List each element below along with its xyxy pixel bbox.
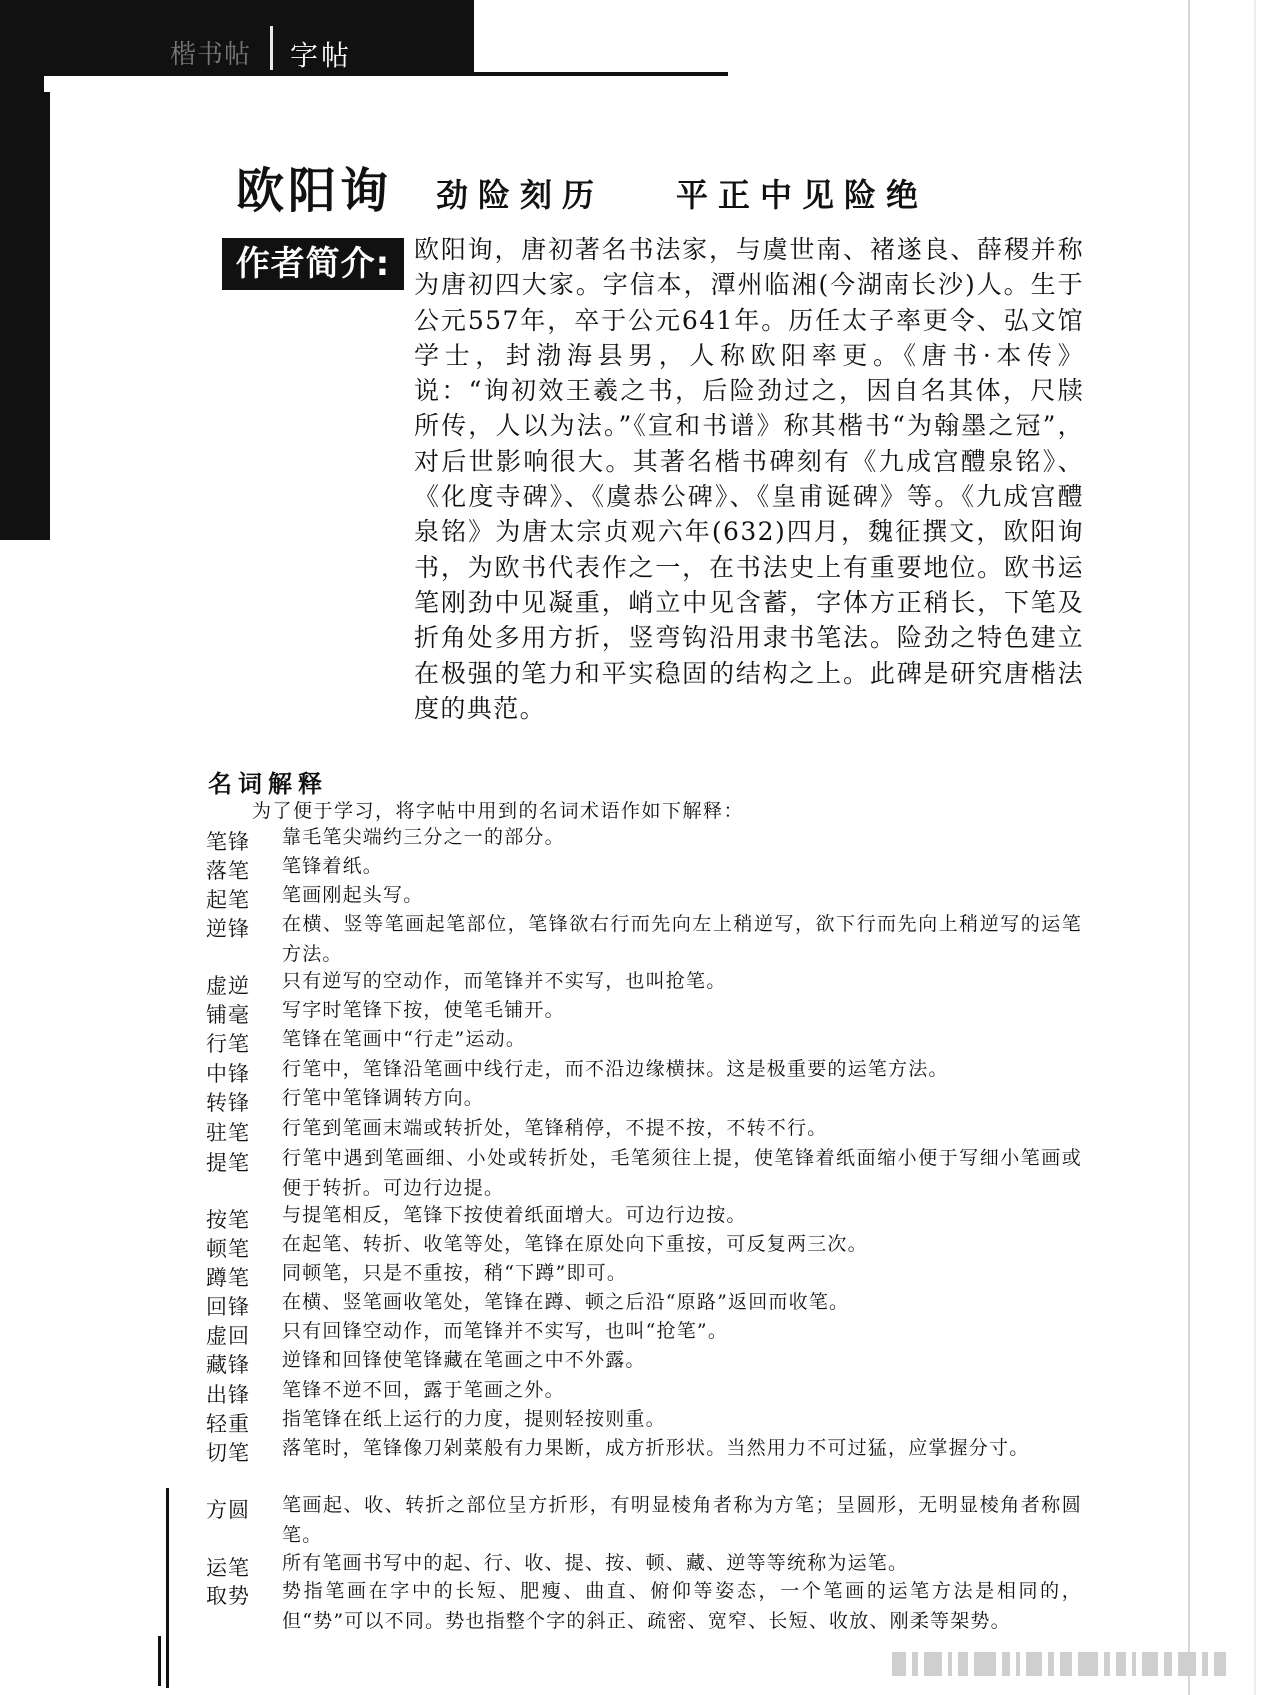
scan-mark-left-2 bbox=[158, 1636, 161, 1686]
header-category: 楷书帖 bbox=[170, 40, 252, 70]
glossary-definition: 同顿笔，只是不重按，稍“下蹲”即可。 bbox=[282, 1262, 628, 1284]
glossary-definition: 在横、竖等笔画起笔部位，笔锋欲右行而先向左上稍逆写，欲下行而先向上稍逆写的运笔方法。 bbox=[282, 913, 1082, 965]
glossary-term: 运笔 bbox=[206, 1556, 250, 1580]
glossary-term: 出锋 bbox=[206, 1383, 250, 1407]
title-subtitle-2: 平正中见险绝 bbox=[676, 176, 929, 214]
right-scan-edge bbox=[1254, 0, 1256, 1695]
scan-barcode bbox=[892, 1652, 1252, 1676]
header-separator bbox=[270, 26, 273, 70]
left-margin-inner-bar bbox=[44, 92, 50, 540]
glossary-definition: 笔锋不逆不回，露于笔画之外。 bbox=[282, 1379, 565, 1401]
author-intro-label: 作者简介: bbox=[222, 238, 404, 290]
glossary-definition: 指笔锋在纸上运行的力度，提则轻按则重。 bbox=[282, 1408, 666, 1430]
glossary-definition: 笔锋着纸。 bbox=[282, 855, 384, 877]
glossary-term: 蹲笔 bbox=[206, 1266, 250, 1290]
glossary-definition: 写字时笔锋下按，使笔毛铺开。 bbox=[282, 999, 565, 1021]
author-intro-text: 欧阳询，唐初著名书法家，与虞世南、褚遂良、薛稷并称为唐初四大家。字信本，潭州临湘(今湖南长沙)人。生于公元557年，卒于公元641年。历任太子率更令、弘文馆学士，封渤海县男，人称欧阳率更。《唐书·本传》说：“询初效王羲之书，后险劲过之，因自名其体，尺牍所传，人以为法。”《宣和书谱》称其楷书“为翰墨之冠”，对后世影响很大。其著名楷书碑刻有《九成宫醴泉铭》、《化度寺碑》、《虞恭公碑》、《皇甫诞碑》等。《九成宫醴泉铭》为唐太宗贞观六年(632)四月，魏征撰文，欧阳询书，为欧书代表作之一，在书法史上有重要地位。欧书运笔刚劲中见凝重，峭立中见含蓄，字体方正稍长，下笔及折角处多用方折，竖弯钩沿用隶书笔法。险劲之特色建立在极强的笔力和平实稳固的结构之上。此碑是研究唐楷法度的典范。 bbox=[414, 235, 1084, 723]
glossary-term: 回锋 bbox=[206, 1295, 250, 1319]
glossary-term: 虚逆 bbox=[206, 974, 250, 998]
scan-mark-left bbox=[166, 1488, 169, 1688]
glossary-definition: 笔画刚起头写。 bbox=[282, 884, 424, 906]
glossary-term: 转锋 bbox=[206, 1091, 250, 1115]
glossary-term: 逆锋 bbox=[206, 917, 250, 941]
glossary-term: 笔锋 bbox=[206, 830, 250, 854]
glossary-definition: 只有逆写的空动作，而笔锋并不实写，也叫抢笔。 bbox=[282, 970, 727, 992]
glossary-term: 落笔 bbox=[206, 859, 250, 883]
glossary-definition: 落笔时，笔锋像刀剁菜般有力果断，成方折形状。当然用力不可过猛，应掌握分寸。 bbox=[282, 1437, 1030, 1459]
title-subtitle-1: 劲险刻历 bbox=[436, 176, 605, 214]
glossary-intro: 为了便于学习，将字帖中用到的名词术语作如下解释： bbox=[252, 800, 745, 822]
glossary-term: 行笔 bbox=[206, 1032, 250, 1056]
glossary-title: 名词解释 bbox=[208, 769, 328, 798]
glossary-definition: 在横、竖笔画收笔处，笔锋在蹲、顿之后沿“原路”返回而收笔。 bbox=[282, 1291, 850, 1313]
glossary-term: 铺毫 bbox=[206, 1003, 250, 1027]
glossary-definition: 在起笔、转折、收笔等处，笔锋在原处向下重按，可反复两三次。 bbox=[282, 1233, 868, 1255]
glossary-definition: 行笔中，笔锋沿笔画中线行走，而不沿边缘横抹。这是极重要的运笔方法。 bbox=[282, 1058, 949, 1080]
glossary-term: 提笔 bbox=[206, 1151, 250, 1175]
glossary-term: 轻重 bbox=[206, 1412, 250, 1436]
glossary-definition: 所有笔画书写中的起、行、收、提、按、顿、藏、逆等等统称为运笔。 bbox=[282, 1552, 909, 1574]
left-margin-bar bbox=[0, 0, 44, 540]
glossary-definition: 笔画起、收、转折之部位呈方折形，有明显棱角者称为方笔；呈圆形，无明显棱角者称圆笔。 bbox=[282, 1494, 1082, 1546]
glossary-term: 顿笔 bbox=[206, 1237, 250, 1261]
glossary-term: 按笔 bbox=[206, 1208, 250, 1232]
glossary-definition: 行笔中遇到笔画细、小处或转折处，毛笔须往上提，使笔锋着纸面缩小便于写细小笔画或便于转折。可边行边提。 bbox=[282, 1147, 1082, 1199]
glossary-definition: 势指笔画在字中的长短、肥瘦、曲直、俯仰等姿态，一个笔画的运笔方法是相同的，但“势”可以不同。势也指整个字的斜正、疏密、宽窄、长短、收放、刚柔等架势。 bbox=[282, 1580, 1082, 1632]
header-band bbox=[0, 0, 474, 76]
glossary-term: 驻笔 bbox=[206, 1121, 250, 1145]
glossary-term: 方圆 bbox=[206, 1498, 250, 1522]
glossary-term: 中锋 bbox=[206, 1062, 250, 1086]
glossary-definition: 只有回锋空动作，而笔锋并不实写，也叫“抢笔”。 bbox=[282, 1320, 729, 1342]
glossary-definition: 靠毛笔尖端约三分之一的部分。 bbox=[282, 826, 565, 848]
glossary-term: 取势 bbox=[206, 1584, 250, 1608]
glossary-definition: 与提笔相反，笔锋下按使着纸面增大。可边行边按。 bbox=[282, 1204, 747, 1226]
glossary-definition: 行笔中笔锋调转方向。 bbox=[282, 1087, 485, 1109]
glossary-definition: 逆锋和回锋使笔锋藏在笔画之中不外露。 bbox=[282, 1349, 646, 1371]
glossary-definition: 笔锋在笔画中“行走”运动。 bbox=[282, 1028, 527, 1050]
right-page-edge bbox=[1188, 0, 1190, 1695]
header-rule bbox=[474, 72, 728, 76]
glossary-term: 起笔 bbox=[206, 888, 250, 912]
glossary-definition: 行笔到笔画末端或转折处，笔锋稍停，不提不按，不转不行。 bbox=[282, 1117, 828, 1139]
glossary-term: 虚回 bbox=[206, 1324, 250, 1348]
glossary-term: 藏锋 bbox=[206, 1353, 250, 1377]
title-name: 欧阳询 bbox=[236, 163, 393, 219]
glossary-term: 切笔 bbox=[206, 1441, 250, 1465]
header-section: 字帖 bbox=[290, 39, 353, 72]
